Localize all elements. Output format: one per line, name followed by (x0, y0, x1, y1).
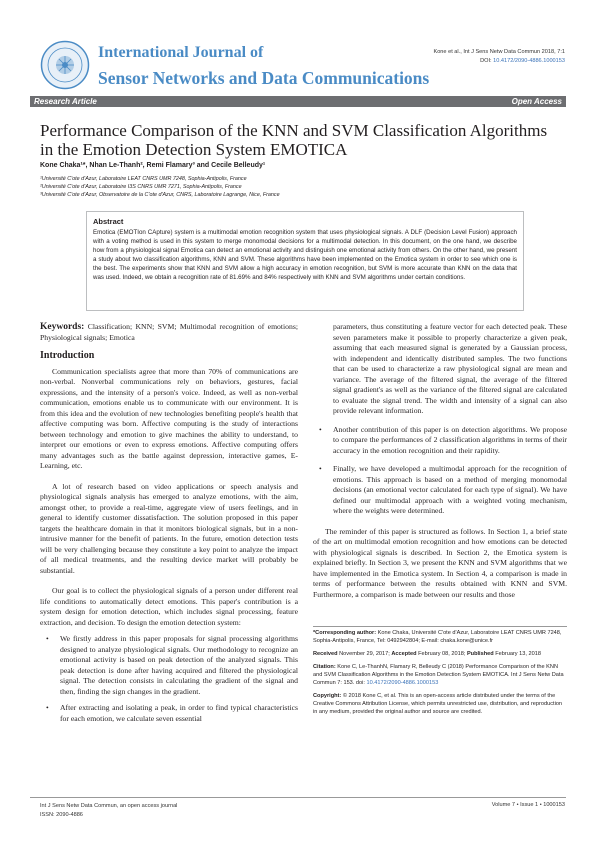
header-citation (433, 48, 565, 66)
keywords-label: Keywords: (40, 322, 85, 332)
list-item-text: After extracting and isolating a peak, in order to find typical characteristics for each emotion, we calculate seven essential (60, 703, 298, 723)
left-column (40, 322, 298, 724)
accepted-label: Accepted (391, 651, 417, 657)
list-item-text: Another contribution of this paper is on detection algorithms. We propose to compare the performances of 2 classification algorithms in terms of their accuracy in the emotion recognition and their rapidity. (333, 424, 567, 455)
journal-logo (40, 40, 90, 90)
footer-journal-line: Int J Sens Netw Data Commun, an open access journal (40, 803, 178, 809)
published-label: Published (466, 651, 494, 657)
paper-title: Performance Comparison of the KNN and SVM Classification Algorithms in the Emotion Detection System EMOTICA (40, 121, 548, 159)
received-label: Received (313, 651, 338, 657)
dates-note (313, 650, 567, 658)
affiliation-3: ³Université C'ote d'Azur, Observatoire de la C'ote d'Azur, CNRS, Laboratoire Lagrange, Nice, France (40, 192, 280, 198)
open-access-label: Open Access (511, 97, 562, 106)
article-type-banner (30, 96, 566, 107)
bullet-icon: • (46, 634, 49, 643)
intro-paragraph-3: Our goal is to collect the physiological signals of a person under different real life conditions to automatically detect emotions. This paper's contribution is a system design for emotion detection, which includes signal processing, feature extraction, and decision. To design the emotion detection system: (40, 586, 298, 627)
corresponding-author-text: Kone Chaka, Université C'ote d'Azur, Laboratoire LEAT CNRS UMR 7248, Sophia-Antipolis, France, Tel: 0492942804; E-mail: chaka.kone@unice.fr (313, 630, 562, 644)
footnote-divider (313, 626, 567, 627)
abstract-heading: Abstract (93, 217, 124, 226)
citation-line: Kone et al., Int J Sens Netw Data Commun 2018, 7:1 (433, 49, 565, 55)
abstract-text: Emotica (EMOTIon CApture) system is a multimodal emotion recognition system that uses physiological signals. A DLF (Decision Level Fusion) approach with a voting method is used in this system to merge monomodal decisions for a multimodal detection. In this document, on the one hand, we describe how from a physiological signal Emotica can detect an emotional activity and distinguish one emotional activity from others. On the other hand, we present a study about two classification algorithms, KNN and SVM. These algorithms have been implemented on the Emotica system in order to see which one is the best. The experiments show that KNN and SVM allow a high accuracy in emotion recognition, but SVM is more accurate than KNN on the data that was used. Indeed, we obtain a recognition rate of 81.69% and 84% respectively with KNN and SVM algorithms under certain conditions. (93, 229, 517, 281)
contribution-list-continued (313, 425, 567, 517)
affiliation-1: ¹Université C'ote d'Azur, Laboratoire LEAT CNRS UMR 7248, Sophia-Antipolis, France (40, 176, 247, 182)
received-date: November 29, 2017; (337, 651, 392, 657)
list-item (40, 634, 298, 697)
journal-name-line2: Sensor Networks and Data Communications (98, 68, 430, 88)
abstract-box (86, 211, 524, 311)
citation-label: Citation: (313, 664, 336, 670)
contribution-list (40, 634, 298, 724)
list-item (40, 703, 298, 724)
published-date: February 13, 2018 (493, 651, 541, 657)
right-column (313, 322, 567, 600)
bullet-icon: • (319, 424, 322, 434)
research-article-label: Research Article (34, 97, 97, 106)
footer-issn: ISSN: 2090-4886 (40, 812, 83, 818)
keywords-text: Classification; KNN; SVM; Multimodal recognition of emotions; Physiological signals; Emotica (40, 322, 298, 342)
copyright-text: © 2018 Kone C, et al. This is an open-access article distributed under the terms of the Creative Commons Attribution License, which permits unrestricted use, distribution, and reproduction in any medium, provided the original author and source are credited. (313, 693, 563, 715)
footer-volume-info: Volume 7 • Issue 1 • 1000153 (491, 802, 565, 808)
intro-paragraph-2: A lot of research based on video applications or speech analysis and physiological signals analysis has emerged to analyze emotions, with the aim, amongst other, to provide a real-time, aggregate view of users feelings, and in general to identify customer dissatisfaction. The solution proposed in this paper targets the healthcare domain in that it monitors biological signals, but in a non-intrusive manner for the benefit of patients. In the future, emotion detection tests will be very challenging because they constitute a key point to analyze the impact of all medical treatments, and the resulting device market will probably be substantial. (40, 481, 298, 575)
corresponding-author-note (313, 629, 567, 645)
bullet-icon: • (319, 464, 322, 473)
bullet-icon: • (46, 703, 49, 712)
doi-label: DOI: (480, 58, 492, 64)
affiliations (40, 175, 280, 199)
citation-note (313, 663, 567, 687)
accepted-date: February 08, 2018; (416, 651, 467, 657)
affiliation-2: ²Université C'ote d'Azur, Laboratoire I3S CNRS UMR 7271, Sophia-Antipolis, France (40, 184, 242, 190)
list-item-text: Finally, we have developed a multimodal approach for the recognition of emotions. This approach is based on a method of merging monomodal decisions (an emotional vector calculated for each type of signal). We have defined our multimodal approach with a weighted voting mechanism, where the weights were determined. (333, 464, 567, 515)
list-item-text: We firstly address in this paper proposals for signal processing algorithms designed to analyze physiological signals. Our methodology to recognize an emotional activity is based on peak detection of the analyzed signals. This peak detection is done after having acquired and filtered the physiological signal. The detection consists in calculating the gradient of the signal and then, finding the sign changes in the gradient. (60, 634, 298, 696)
keywords (40, 322, 298, 343)
copyright-note (313, 692, 567, 716)
intro-paragraph-1: Communication specialists agree that more than 70% of communications are non-verbal. Nonverbal communications rely on behaviors, gestures, facial expressions, and the intensity of a person's voice. Indeed, as well as non-verbal communication, emotions enable us to communicate with our environment. It is from this idea and the evolution of new technologies benefiting people's health that affective computing was born. Affective computing is the study of interactions between technology and emotion to give machines the ability to understand, to interpret our emotions or even to express emotions. Affective computing offers many advantages such as the battle against depression, interactive games, E-Learning, etc. (40, 366, 298, 470)
corresponding-author-label: *Corresponding author: (313, 630, 377, 636)
outline-paragraph: The reminder of this paper is structured as follows. In Section 1, a brief state of the art on multimodal emotion recognition and how emotions can be detected with physiological signals is described. In Section 2, the Emotica system is explained briefly. In Section 3, we present the KNN and SVM algorithms that we have implemented in the Emotica system. In Section 4, a comparison is made in terms of performance between the results obtained with KNN and SVM. Furthermore, a comparison is made between our results and those (313, 526, 567, 599)
section-heading-introduction: Introduction (40, 350, 95, 361)
list-item (313, 425, 567, 457)
footnotes (313, 629, 567, 721)
list-item-continued: parameters, thus constituting a feature vector for each detected peak. These seven parameters make it possible to properly characterize a given peak, assuming that each measured signal is generated by a Gaussian process, with independent and identically distributed samples. The two functions that can be used to characterize a raw physiological signal are mean and variance. The average of the filtered signal, the average of the filtered signal gradient's as well as the variance of the filtered signal are calculated to evaluate the signal trend. The width and intensity of a signal can also provide relevant information. (333, 322, 567, 415)
journal-name-line1: International Journal of (98, 44, 264, 61)
footer-journal-info (40, 802, 177, 820)
footer-divider (30, 797, 566, 798)
doi-line (433, 57, 565, 66)
list-item (313, 464, 567, 517)
citation-doi-link[interactable]: 10.4172/2090-4886.1000153 (366, 680, 439, 686)
citation-text: Kone C, Le-ThanhN, Flamary R, Belleudy C (2018) Performance Comparison of the KNN and SVM Classification Algorithms in the Emotion Detection System EMOTICA. Int J Sens Netw Data Commun 7: 153. doi: (313, 664, 564, 686)
copyright-label: Copyright: (313, 693, 342, 699)
author-list: Kone Chaka¹*, Nhan Le-Thanh², Remi Flamary³ and Cecile Belleudy¹ (40, 162, 266, 169)
doi-link[interactable]: 10.4172/2090-4886.1000153 (493, 58, 565, 64)
